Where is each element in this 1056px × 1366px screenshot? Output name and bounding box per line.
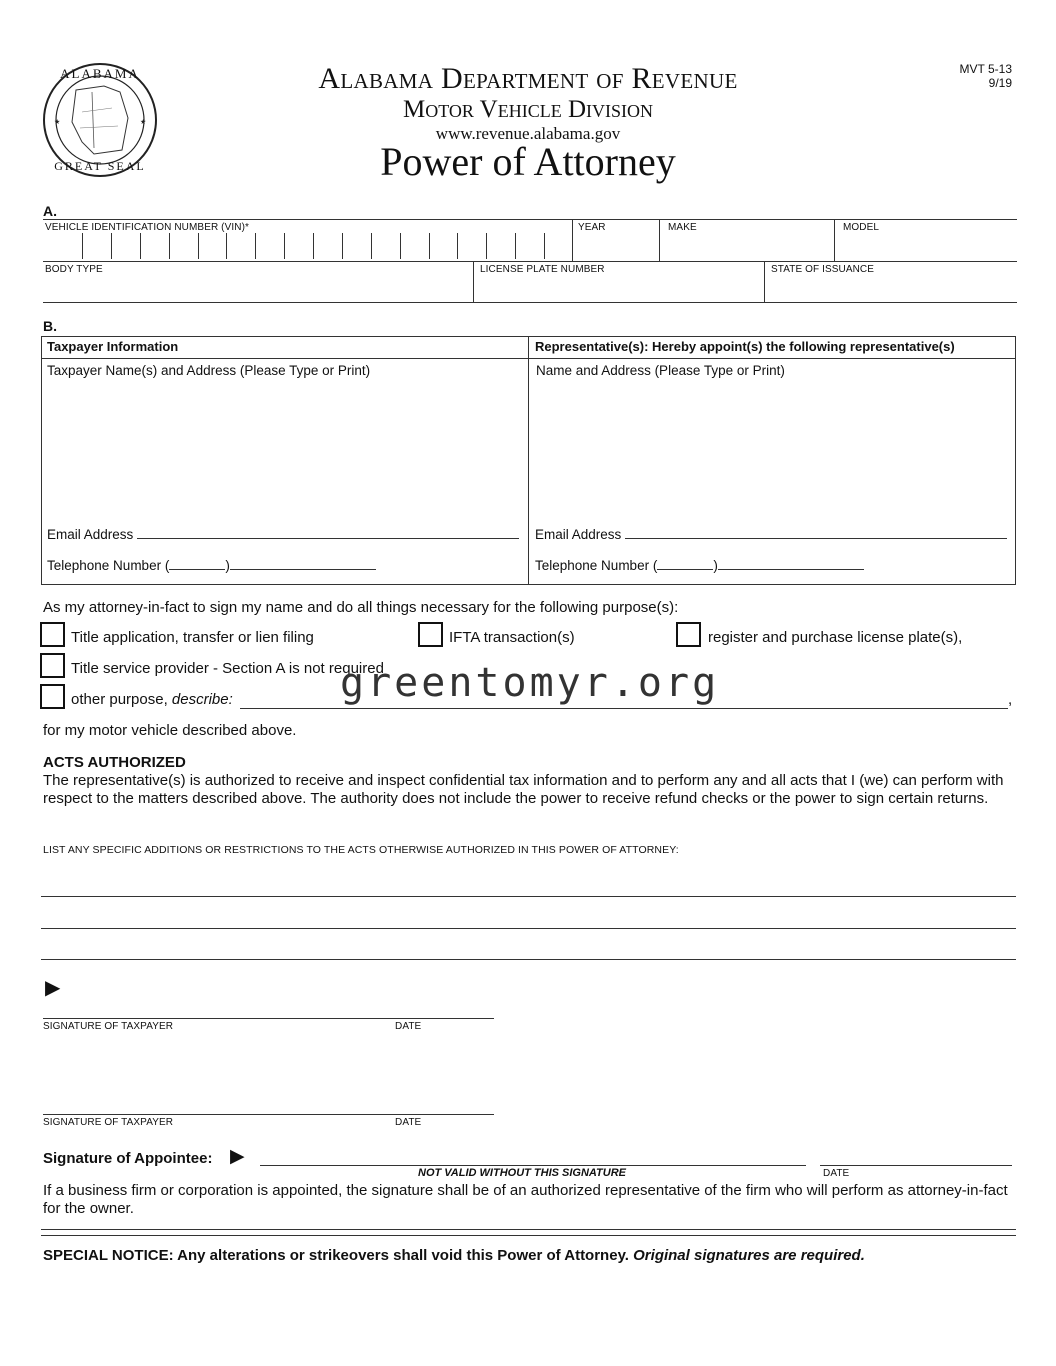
acts-authorized-body: The representative(s) is authorized to receive and inspect confidential tax information and to perform any and all acts that I (we) can perform with respect to the matters described above. The authority does not include the power to receive refund checks or the power to sign certain returns. [43,772,1004,807]
vin-cell-divider [226,233,227,259]
taxpayer-signature-1-field[interactable] [43,1018,494,1019]
vin-cell-divider [457,233,458,259]
title-application-checkbox[interactable] [40,622,65,647]
make-input[interactable] [660,234,834,260]
taxpayer-name-address-label: Taxpayer Name(s) and Address (Please Type or Print) [47,363,371,378]
restrictions-line-2[interactable] [41,928,1016,929]
representative-header: Representative(s): Hereby appoint(s) the following representative(s) [535,339,955,354]
taxpayer-date-2-label: DATE [395,1117,422,1128]
rep-phone-row: Telephone Number ( ) [535,555,864,573]
vin-cell-divider [486,233,487,259]
taxpayer-email-row: Email Address [47,524,519,542]
state-of-issuance-label: STATE OF ISSUANCE [771,264,875,275]
year-label: YEAR [578,222,606,233]
form-title: Power of Attorney [380,139,676,184]
vin-cell-divider [544,233,545,259]
special-notice-text: SPECIAL NOTICE: Any alterations or strikeovers shall void this Power of Attorney. [43,1247,629,1264]
svg-text:★: ★ [54,119,61,126]
vin-cell-divider [400,233,401,259]
original-signatures-text: Original signatures are required. [633,1247,865,1264]
taxpayer-phone-row: Telephone Number ( ) [47,555,376,573]
rep-phone-area-field[interactable] [657,555,713,570]
vin-cell-divider [371,233,372,259]
agency-header [260,62,796,144]
vin-cell-divider [255,233,256,259]
special-notice [43,1247,865,1264]
body-type-label: BODY TYPE [45,264,103,275]
other-purpose-field[interactable] [240,708,1008,709]
vin-cell-divider [429,233,430,259]
form-date: 9/19 [988,76,1012,90]
license-plate-purpose-label: register and purchase license plate(s), [708,629,963,646]
form-number-block [960,62,1012,90]
vin-cell-divider [140,233,141,259]
seal-bottom-text: GREAT SEAL [54,159,146,173]
make-label: MAKE [668,222,697,233]
ifta-checkbox[interactable] [418,622,443,647]
vin-cell-divider [284,233,285,259]
rep-name-address-field[interactable] [532,382,1012,518]
restrictions-line-1[interactable] [41,896,1016,897]
appointee-arrow-icon: ▶ [230,1146,245,1167]
alabama-great-seal [42,62,158,178]
vin-cell-divider [111,233,112,259]
not-valid-notice: NOT VALID WITHOUT THIS SIGNATURE [418,1167,626,1179]
taxpayer-phone-field[interactable] [230,555,376,570]
vin-cell-divider [198,233,199,259]
rep-email-field[interactable] [625,524,1007,539]
license-plate-input[interactable] [474,276,762,301]
taxpayer-signature-2-field[interactable] [43,1114,494,1115]
taxpayer-date-1-label: DATE [395,1021,422,1032]
model-input[interactable] [835,234,1015,260]
rep-name-address-label: Name and Address (Please Type or Print) [536,363,785,378]
restrictions-line-3[interactable] [41,959,1016,960]
appointee-date-field[interactable] [820,1165,1012,1166]
business-appointee-note: If a business firm or corporation is appointed, the signature shall be of an authorized representative of the firm who will perform as attorney-in-fact for the owner. [43,1182,1008,1217]
svg-text:★: ★ [140,119,147,126]
website-url: www.revenue.alabama.gov [435,124,621,143]
title-service-provider-label: Title service provider - Section A is not required [71,660,384,677]
other-purpose-checkbox[interactable] [40,684,65,709]
acts-authorized-heading: ACTS AUTHORIZED [43,754,186,771]
taxpayer-email-field[interactable] [137,524,519,539]
title-service-provider-checkbox[interactable] [40,653,65,678]
sign-here-arrow-icon: ▶ [45,977,61,999]
taxpayer-info-header: Taxpayer Information [47,339,179,354]
state-of-issuance-input[interactable] [765,276,1015,301]
other-purpose-row: other purpose, describe: [71,691,233,708]
vin-cell-divider [313,233,314,259]
seal-top-text: ALABAMA [60,66,140,81]
appointee-signature-label: Signature of Appointee: [43,1150,213,1167]
body-type-input[interactable] [43,276,471,301]
vin-asterisk: * [245,222,249,233]
vin-cell-divider [342,233,343,259]
appointee-signature-field[interactable] [260,1165,806,1166]
vin-cell-divider [515,233,516,259]
license-plate-checkbox[interactable] [676,622,701,647]
vin-cell-divider [82,233,83,259]
license-plate-label: LICENSE PLATE NUMBER [480,264,605,275]
taxpayer-name-address-field[interactable] [44,382,524,518]
division-name: Motor Vehicle Division [402,96,654,123]
vin-input[interactable] [80,233,572,261]
section-b-label: B. [43,318,57,334]
taxpayer-signature-2-label: SIGNATURE OF TAXPAYER [43,1117,174,1128]
additions-restrictions-label: LIST ANY SPECIFIC ADDITIONS OR RESTRICTIONS TO THE ACTS OTHERWISE AUTHORIZED IN THIS POWER OF ATTORNEY: [43,844,679,856]
trailing-comma: , [1008,691,1013,708]
purposes-intro: As my attorney-in-fact to sign my name and do all things necessary for the following purpose(s): [43,599,679,616]
taxpayer-signature-1-label: SIGNATURE OF TAXPAYER [43,1021,174,1032]
vin-cell-divider [169,233,170,259]
model-label: MODEL [843,222,880,233]
watermark: greentomyr.org [340,660,720,706]
appointee-date-label: DATE [823,1168,850,1179]
vin-label: VEHICLE IDENTIFICATION NUMBER (VIN)* [45,222,249,233]
purposes-closing: for my motor vehicle described above. [43,722,297,739]
year-input[interactable] [573,234,659,260]
form-number: MVT 5-13 [959,62,1012,76]
taxpayer-phone-area-field[interactable] [169,555,225,570]
rep-phone-field[interactable] [718,555,864,570]
section-a-label: A. [43,203,57,219]
title-application-label: Title application, transfer or lien filing [71,629,314,646]
ifta-label: IFTA transaction(s) [449,629,575,646]
rep-email-row: Email Address [535,524,1007,542]
department-name: Alabama Department of Revenue [318,62,738,95]
